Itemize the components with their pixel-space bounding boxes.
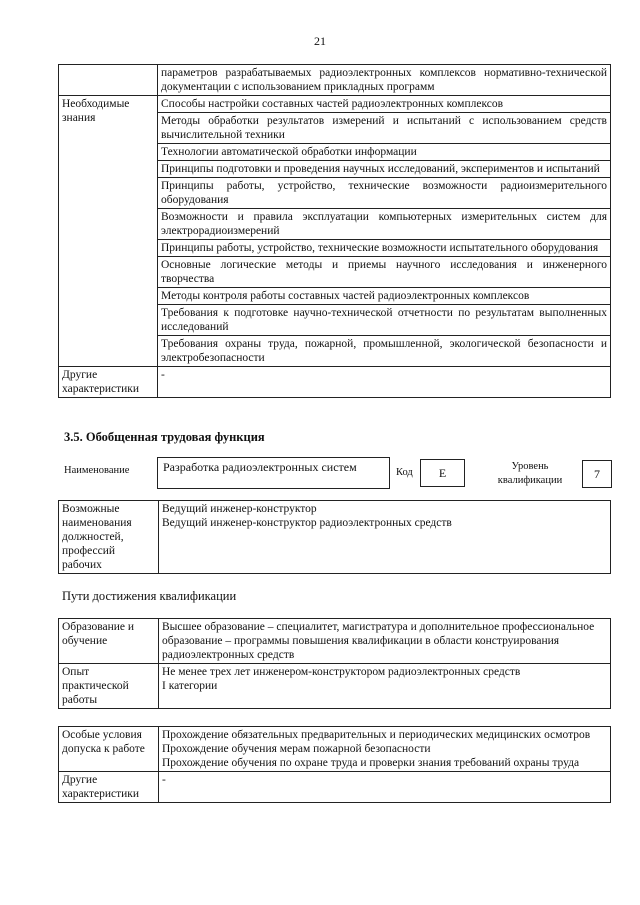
conditions-table [58, 726, 611, 803]
section-title: 3.5. Обобщенная трудовая функция [64, 430, 265, 444]
education-label: Образование и обучение [59, 619, 159, 664]
page-number: 21 [314, 34, 326, 48]
knowledge-item: Основные логические методы и приемы научного исследования и инженерного творчества [158, 257, 611, 288]
knowledge-table [58, 64, 611, 398]
experience-label: Опыт практической работы [59, 664, 159, 709]
knowledge-item: Способы настройки составных частей радиоэлектронных комплексов [158, 96, 611, 113]
knowledge-item: Требования охраны труда, пожарной, промышленной, экологической безопасности и электробезопасности [158, 336, 611, 367]
knowledge-item: Принципы подготовки и проведения научных исследований, экспериментов и испытаний [158, 161, 611, 178]
condition-item: Прохождение обучения по охране труда и проверки знания требований охраны труда [162, 757, 580, 770]
name-label: Наименование [64, 465, 130, 476]
knowledge-item: Методы обработки результатов измерений и испытаний с использованием средств вычислительной техники [158, 113, 611, 144]
continuation-cell: параметров разрабатываемых радиоэлектронных комплексов нормативно-технической документации с использованием прикладных программ [158, 65, 611, 96]
table-row [59, 65, 611, 96]
other-characteristics-value: - [159, 772, 611, 803]
condition-item: Прохождение обязательных предварительных и периодических медицинских осмотров [162, 729, 591, 741]
knowledge-item: Принципы работы, устройство, технические возможности испытательного оборудования [158, 240, 611, 257]
table-row [59, 96, 611, 113]
table-row [59, 501, 611, 574]
table-row [59, 664, 611, 709]
level-label-line2: квалификации [497, 475, 563, 487]
position-item: Ведущий инженер-конструктор [162, 503, 317, 515]
knowledge-item: Технологии автоматической обработки информации [158, 144, 611, 161]
positions-cell [159, 501, 611, 574]
positions-label: Возможные наименования должностей, профессий рабочих [59, 501, 159, 574]
level-box: 7 [582, 460, 612, 488]
paths-title: Пути достижения квалификации [62, 589, 237, 603]
conditions-label: Особые условия допуска к работе [59, 727, 159, 772]
experience-line: I категории [162, 680, 218, 693]
paths-table [58, 618, 611, 709]
table-row [59, 772, 611, 803]
condition-item: Прохождение обучения мерам пожарной безопасности [162, 743, 431, 756]
experience-line: Не менее трех лет инженером-конструктором радиоэлектронных средств [162, 666, 521, 679]
table-row [59, 619, 611, 664]
level-label-line1: Уровень [511, 461, 549, 472]
table-row [59, 367, 611, 398]
conditions-cell [159, 727, 611, 772]
other-characteristics-value: - [158, 367, 611, 398]
other-characteristics-label: Другие характеристики [59, 367, 158, 398]
table-row [59, 727, 611, 772]
knowledge-item: Требования к подготовке научно-технической отчетности по результатам выполненных исследований [158, 305, 611, 336]
knowledge-item: Принципы работы, устройство, технические возможности радиоизмерительного оборудования [158, 178, 611, 209]
position-item: Ведущий инженер-конструктор радиоэлектронных средств [162, 517, 452, 530]
positions-table [58, 500, 611, 574]
education-value: Высшее образование – специалитет, магистратура и дополнительное профессиональное образование – программы повышения квалификации в области конструирования радиоэлектронных средств [159, 619, 611, 664]
knowledge-item: Возможности и правила эксплуатации компьютерных измерительных систем для электрорадиоизмерений [158, 209, 611, 240]
knowledge-label: Необходимые знания [59, 96, 158, 367]
other-characteristics-label: Другие характеристики [59, 772, 159, 803]
function-name-box: Разработка радиоэлектронных систем [157, 457, 390, 489]
code-label: Код [396, 467, 413, 478]
experience-cell [159, 664, 611, 709]
knowledge-item: Методы контроля работы составных частей радиоэлектронных комплексов [158, 288, 611, 305]
code-box: E [420, 459, 465, 487]
empty-label-cell [59, 65, 158, 96]
level-label [490, 460, 570, 488]
